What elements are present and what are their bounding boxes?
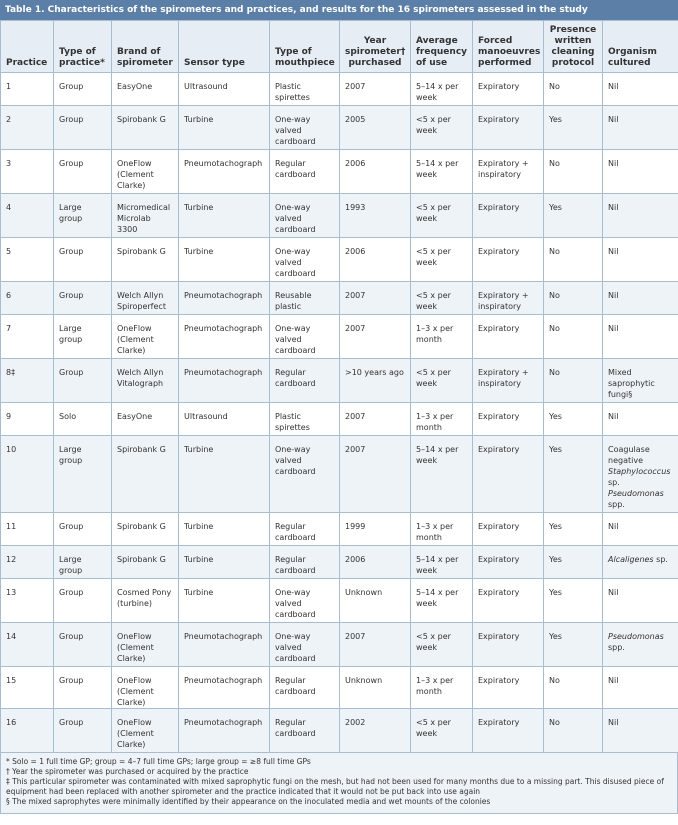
cell-frequency: <5 x per week	[411, 282, 473, 315]
cell-year: Unknown	[340, 579, 411, 623]
header-sensor: Sensor type	[179, 21, 270, 73]
cell-brand: Spirobank G	[112, 106, 179, 150]
cell-forced: Expiratory + inspiratory	[473, 150, 544, 194]
cell-organism: Nil	[603, 579, 678, 623]
cell-year: 2007	[340, 623, 411, 667]
organism-alcaligenes: Alcaligenes	[608, 555, 654, 564]
cell-mouthpiece: Regular cardboard	[270, 150, 340, 194]
cell-sensor: Turbine	[179, 194, 270, 238]
cell-sensor: Turbine	[179, 546, 270, 579]
cell-sensor: Pneumotachograph	[179, 623, 270, 667]
cell-sensor: Turbine	[179, 579, 270, 623]
cell-forced: Expiratory	[473, 579, 544, 623]
header-mouthpiece: Type of mouthpiece	[270, 21, 340, 73]
cell-frequency: <5 x per week	[411, 359, 473, 403]
cell-year: 2007	[340, 73, 411, 106]
table-row	[1, 546, 678, 579]
cell-protocol: Yes	[544, 579, 603, 623]
cell-frequency: 5–14 x per week	[411, 579, 473, 623]
cell-organism: Nil	[603, 403, 678, 436]
cell-year: 1999	[340, 513, 411, 546]
cell-year: 2006	[340, 238, 411, 282]
cell-forced: Expiratory	[473, 667, 544, 709]
cell-brand: Spirobank G	[112, 436, 179, 513]
cell-brand: Spirobank G	[112, 546, 179, 579]
cell-protocol: Yes	[544, 403, 603, 436]
cell-sensor: Pneumotachograph	[179, 150, 270, 194]
cell-protocol: No	[544, 150, 603, 194]
table-row	[1, 282, 678, 315]
cell-year: 2006	[340, 150, 411, 194]
cell-protocol: No	[544, 238, 603, 282]
cell-organism: Nil	[603, 238, 678, 282]
cell-mouthpiece: Regular cardboard	[270, 546, 340, 579]
cell-year: Unknown	[340, 667, 411, 709]
cell-protocol: No	[544, 709, 603, 753]
table-row	[1, 709, 678, 753]
organism-coagulase: Coagulase negative	[608, 445, 650, 465]
cell-mouthpiece: Regular cardboard	[270, 667, 340, 709]
cell-type: Group	[54, 282, 112, 315]
cell-practice: 3	[1, 150, 54, 194]
cell-mouthpiece: Regular cardboard	[270, 513, 340, 546]
footnote-practice-size: * Solo = 1 full time GP; group = 4–7 full time GPs; large group = ≥8 full time GPs	[6, 757, 311, 766]
cell-organism: Nil	[603, 194, 678, 238]
cell-mouthpiece: Reusable plastic	[270, 282, 340, 315]
cell-sensor: Turbine	[179, 513, 270, 546]
cell-forced: Expiratory	[473, 315, 544, 359]
cell-organism: Nil	[603, 73, 678, 106]
cell-organism: Nil	[603, 709, 678, 753]
cell-type: Group	[54, 579, 112, 623]
cell-frequency: 5–14 x per week	[411, 546, 473, 579]
header-year: Year spirometer† purchased	[340, 21, 411, 73]
cell-practice: 5	[1, 238, 54, 282]
cell-forced: Expiratory + inspiratory	[473, 282, 544, 315]
cell-protocol: No	[544, 315, 603, 359]
cell-type: Solo	[54, 403, 112, 436]
table-row	[1, 667, 678, 709]
cell-type: Group	[54, 150, 112, 194]
cell-mouthpiece: One-way valved cardboard	[270, 623, 340, 667]
cell-practice: 13	[1, 579, 54, 623]
cell-practice: 16	[1, 709, 54, 753]
header-organism: Organism cultured	[603, 21, 678, 73]
cell-mouthpiece: One-way valved cardboard	[270, 436, 340, 513]
organism-sp: sp.	[608, 478, 620, 487]
cell-brand: OneFlow (Clement Clarke)	[112, 667, 179, 709]
table-row	[1, 150, 678, 194]
cell-type: Group	[54, 623, 112, 667]
organism-sp: sp.	[656, 555, 668, 564]
cell-year: 2007	[340, 436, 411, 513]
cell-organism: Nil	[603, 667, 678, 709]
cell-type: Large group	[54, 194, 112, 238]
cell-organism: Mixed saprophytic fungi§	[603, 359, 678, 403]
cell-organism: Nil	[603, 150, 678, 194]
cell-brand: OneFlow (Clement Clarke)	[112, 150, 179, 194]
cell-mouthpiece: Plastic spirettes	[270, 403, 340, 436]
cell-year: 2005	[340, 106, 411, 150]
cell-protocol: Yes	[544, 513, 603, 546]
cell-type: Large group	[54, 436, 112, 513]
cell-sensor: Turbine	[179, 106, 270, 150]
cell-forced: Expiratory	[473, 106, 544, 150]
cell-year: 2007	[340, 282, 411, 315]
table-row	[1, 315, 678, 359]
table-row	[1, 403, 678, 436]
cell-practice: 9	[1, 403, 54, 436]
cell-frequency: <5 x per week	[411, 238, 473, 282]
cell-brand: Welch Allyn Vitalograph	[112, 359, 179, 403]
cell-year: >10 years ago	[340, 359, 411, 403]
cell-mouthpiece: Regular cardboard	[270, 709, 340, 753]
cell-protocol: No	[544, 359, 603, 403]
table-row	[1, 238, 678, 282]
header-row	[1, 21, 678, 73]
cell-practice: 4	[1, 194, 54, 238]
cell-type: Large group	[54, 315, 112, 359]
cell-type: Group	[54, 106, 112, 150]
cell-forced: Expiratory	[473, 403, 544, 436]
cell-practice: 6	[1, 282, 54, 315]
table-footnotes	[0, 753, 678, 814]
table-row	[1, 194, 678, 238]
cell-forced: Expiratory	[473, 623, 544, 667]
cell-brand: OneFlow (Clement Clarke)	[112, 623, 179, 667]
cell-mouthpiece: One-way valved cardboard	[270, 238, 340, 282]
cell-type: Group	[54, 73, 112, 106]
cell-practice: 11	[1, 513, 54, 546]
cell-sensor: Turbine	[179, 436, 270, 513]
cell-organism: Nil	[603, 282, 678, 315]
organism-spp: spp.	[608, 500, 625, 509]
organism-pseudomonas: Pseudomonas	[608, 489, 664, 498]
table-row	[1, 73, 678, 106]
table-title: Table 1. Characteristics of the spirometers and practices, and results for the 16 spirometers assessed in the study	[0, 0, 678, 20]
header-forced: Forced manoeuvres performed	[473, 21, 544, 73]
cell-type: Group	[54, 513, 112, 546]
cell-protocol: No	[544, 73, 603, 106]
cell-brand: Spirobank G	[112, 513, 179, 546]
cell-frequency: <5 x per week	[411, 623, 473, 667]
cell-type: Group	[54, 709, 112, 753]
cell-frequency: 5–14 x per week	[411, 436, 473, 513]
cell-frequency: <5 x per week	[411, 106, 473, 150]
cell-protocol: Yes	[544, 106, 603, 150]
table-row	[1, 359, 678, 403]
cell-type: Group	[54, 359, 112, 403]
cell-protocol: No	[544, 667, 603, 709]
cell-forced: Expiratory	[473, 436, 544, 513]
cell-mouthpiece: One-way valved cardboard	[270, 194, 340, 238]
cell-sensor: Pneumotachograph	[179, 315, 270, 359]
cell-organism: Nil	[603, 315, 678, 359]
cell-forced: Expiratory	[473, 513, 544, 546]
cell-frequency: 5–14 x per week	[411, 73, 473, 106]
cell-organism: Nil	[603, 513, 678, 546]
cell-frequency: 1–3 x per month	[411, 667, 473, 709]
header-type-of-practice: Type of practice*	[54, 21, 112, 73]
footnote-saprophytes: § The mixed saprophytes were minimally identified by their appearance on the inoculated media and wet mounts of the colonies	[6, 797, 491, 806]
cell-brand: OneFlow (Clement Clarke)	[112, 315, 179, 359]
header-protocol: Presence written cleaning protocol	[544, 21, 603, 73]
cell-protocol: No	[544, 282, 603, 315]
cell-type: Group	[54, 238, 112, 282]
cell-brand: Cosmed Pony (turbine)	[112, 579, 179, 623]
cell-organism: Nil	[603, 106, 678, 150]
cell-mouthpiece: Regular cardboard	[270, 359, 340, 403]
cell-mouthpiece: One-way valved cardboard	[270, 106, 340, 150]
footnote-contamination: ‡ This particular spirometer was contaminated with mixed saprophytic fungi on the mesh, but had not been used for many months due to a missing part. This disused piece of equipment had been replaced with another spirometer and the practice indicated that it would not be put back into use again	[6, 777, 664, 796]
cell-forced: Expiratory	[473, 73, 544, 106]
table-row	[1, 436, 678, 513]
cell-organism	[603, 436, 678, 513]
cell-sensor: Pneumotachograph	[179, 359, 270, 403]
cell-forced: Expiratory	[473, 238, 544, 282]
cell-year: 2006	[340, 546, 411, 579]
cell-practice: 8‡	[1, 359, 54, 403]
header-practice: Practice	[1, 21, 54, 73]
header-brand: Brand of spirometer	[112, 21, 179, 73]
organism-spp: spp.	[608, 643, 625, 652]
cell-brand: Spirobank G	[112, 238, 179, 282]
cell-protocol: Yes	[544, 194, 603, 238]
cell-practice: 12	[1, 546, 54, 579]
cell-year: 1993	[340, 194, 411, 238]
table-row	[1, 513, 678, 546]
cell-type: Large group	[54, 546, 112, 579]
cell-year: 2002	[340, 709, 411, 753]
cell-brand: EasyOne	[112, 403, 179, 436]
cell-practice: 15	[1, 667, 54, 709]
cell-mouthpiece: Plastic spirettes	[270, 73, 340, 106]
cell-sensor: Turbine	[179, 238, 270, 282]
organism-staphylococcus: Staphylococcus	[608, 467, 671, 476]
cell-brand: Micromedical Microlab 3300	[112, 194, 179, 238]
table-row	[1, 623, 678, 667]
cell-brand: Welch Allyn Spiroperfect	[112, 282, 179, 315]
cell-sensor: Pneumotachograph	[179, 282, 270, 315]
cell-mouthpiece: One-way valved cardboard	[270, 315, 340, 359]
cell-protocol: Yes	[544, 546, 603, 579]
cell-sensor: Ultrasound	[179, 403, 270, 436]
cell-organism	[603, 623, 678, 667]
cell-protocol: Yes	[544, 623, 603, 667]
cell-frequency: 1–3 x per month	[411, 403, 473, 436]
cell-frequency: 1–3 x per month	[411, 513, 473, 546]
cell-practice: 7	[1, 315, 54, 359]
cell-type: Group	[54, 667, 112, 709]
cell-frequency: <5 x per week	[411, 194, 473, 238]
cell-organism	[603, 546, 678, 579]
cell-year: 2007	[340, 403, 411, 436]
table-row	[1, 579, 678, 623]
header-frequency: Average frequency of use	[411, 21, 473, 73]
cell-practice: 1	[1, 73, 54, 106]
cell-protocol: Yes	[544, 436, 603, 513]
cell-sensor: Pneumotachograph	[179, 709, 270, 753]
cell-forced: Expiratory	[473, 194, 544, 238]
cell-sensor: Pneumotachograph	[179, 667, 270, 709]
cell-mouthpiece: One-way valved cardboard	[270, 579, 340, 623]
cell-forced: Expiratory	[473, 546, 544, 579]
cell-practice: 10	[1, 436, 54, 513]
cell-practice: 14	[1, 623, 54, 667]
cell-forced: Expiratory	[473, 709, 544, 753]
cell-sensor: Ultrasound	[179, 73, 270, 106]
cell-forced: Expiratory + inspiratory	[473, 359, 544, 403]
spirometer-table	[0, 20, 678, 753]
cell-year: 2007	[340, 315, 411, 359]
cell-practice: 2	[1, 106, 54, 150]
cell-brand: OneFlow (Clement Clarke)	[112, 709, 179, 753]
cell-frequency: 5–14 x per week	[411, 150, 473, 194]
table-row	[1, 106, 678, 150]
footnote-year: † Year the spirometer was purchased or acquired by the practice	[6, 767, 249, 776]
cell-frequency: <5 x per week	[411, 709, 473, 753]
cell-frequency: 1–3 x per month	[411, 315, 473, 359]
cell-brand: EasyOne	[112, 73, 179, 106]
organism-pseudomonas: Pseudomonas	[608, 632, 664, 641]
